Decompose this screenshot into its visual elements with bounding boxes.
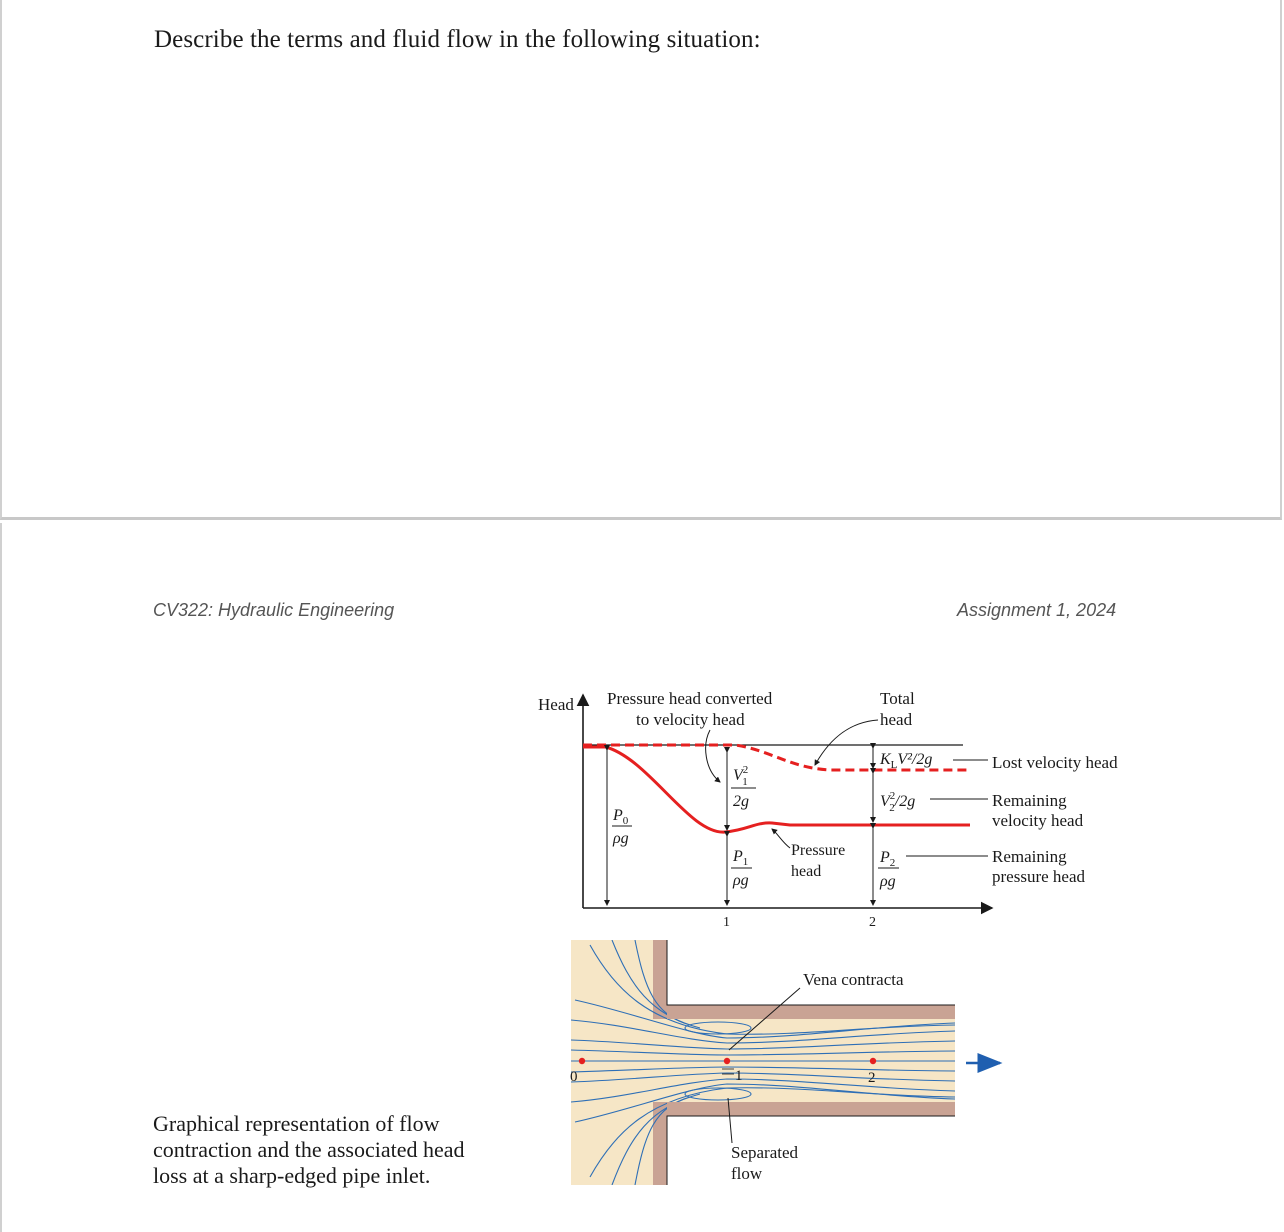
svg-text:2g: 2g — [733, 793, 749, 810]
svg-text:P1: $P_1$ — [733, 848, 749, 868]
remaining-pressure-label-1: Remaining — [992, 847, 1067, 866]
station-1-label: 1 — [723, 915, 730, 930]
v1-velocity-head — [731, 764, 756, 810]
separated-flow-label-2: flow — [731, 1164, 763, 1183]
pressure-head-label-1: Pressure — [791, 842, 846, 859]
course-header: CV322: Hydraulic Engineering — [153, 600, 395, 620]
p2-over-rho-g — [878, 849, 899, 890]
remaining-velocity-label-1: Remaining — [992, 791, 1067, 810]
pressure-converted-label-1: Pressure head converted — [607, 689, 773, 708]
pressure-head-label-2: head — [791, 863, 822, 880]
svg-text:ρg: ρg — [733, 872, 749, 889]
remaining-velocity-label-2: velocity head — [992, 811, 1084, 830]
kl-loss-term — [879, 751, 932, 771]
question-text: Describe the terms and fluid flow in the following situation: — [154, 26, 761, 53]
caption-line-1: Graphical representation of flow — [153, 1111, 440, 1136]
pressure-converted-label-2: to velocity head — [636, 710, 745, 729]
remaining-pressure-label-2: pressure head — [992, 867, 1085, 886]
point-2-marker — [870, 1058, 876, 1064]
head-axis-label: Head — [538, 695, 574, 714]
lower-wall-outline — [667, 1116, 955, 1185]
caption-line-3: loss at a sharp-edged pipe inlet. — [153, 1163, 431, 1188]
pipe-point-0-label: 0 — [570, 1069, 578, 1085]
svg-text:P0: $P_0$ — [613, 807, 629, 827]
lower-pipe-wall — [653, 1102, 955, 1185]
point-1-marker — [724, 1058, 730, 1064]
vena-contracta-label: Vena contracta — [803, 970, 904, 989]
station-2-label: 2 — [869, 915, 876, 930]
assignment-header: Assignment 1, 2024 — [957, 600, 1117, 620]
svg-text:ρg: ρg — [613, 830, 629, 847]
pipe-point-1-label: 1 — [735, 1068, 743, 1084]
svg-text:KLV²/2g: $K_LV^2/2g$ — [880, 751, 933, 771]
svg-text:V22/2g: $V^2$ 2/2g — [880, 790, 916, 814]
point-0-marker — [579, 1058, 585, 1064]
p1-over-rho-g — [731, 848, 752, 889]
pipe-point-2-label: 2 — [868, 1070, 876, 1086]
svg-text:V21: $V^2$ 1 — [733, 764, 749, 788]
total-head-arrow — [815, 720, 878, 765]
figure-caption — [153, 1111, 503, 1189]
lost-velocity-label: Lost velocity head — [992, 753, 1118, 772]
pressure-converted-arrow — [706, 730, 720, 782]
separated-flow-label-1: Separated — [731, 1143, 799, 1162]
caption-line-2: contraction and the associated head — [153, 1137, 465, 1162]
v2-velocity-head — [880, 790, 915, 814]
svg-text:ρg: ρg — [880, 873, 896, 890]
svg-text:P2: $P_2$ — [880, 849, 896, 869]
p0-over-rho-g — [612, 807, 632, 847]
total-head-label-2: head — [880, 710, 913, 729]
pressure-head-arrow — [772, 829, 790, 848]
total-head-label-1: Total — [880, 689, 915, 708]
